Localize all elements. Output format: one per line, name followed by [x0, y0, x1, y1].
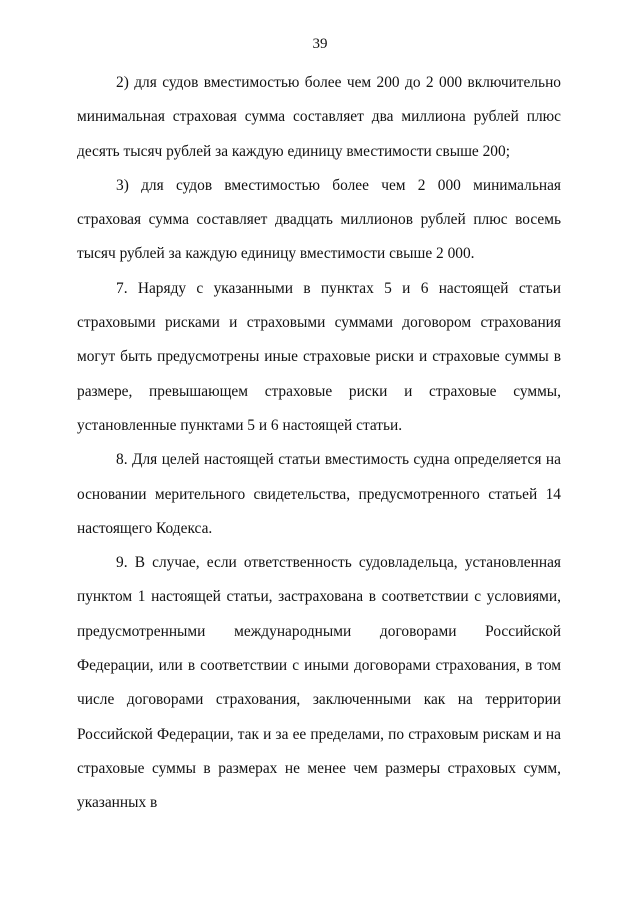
page-number: 39	[312, 36, 328, 52]
paragraph-point-8: 8. Для целей настоящей статьи вместимость судна определяется на основании мерительного свидетельства, предусмотренного статьей 14 настоящего Кодекса.	[77, 451, 561, 537]
paragraph-point-7: 7. Наряду с указанными в пунктах 5 и 6 настоящей статьи страховыми рисками и страховыми суммами договором страхования могут быть предусмотрены иные страховые риски и страховые суммы в размере, превышающем страховые риски и страховые суммы, установленные пунктами 5 и 6 настоящей статьи.	[77, 279, 561, 434]
document-body	[77, 66, 561, 821]
paragraph-item-2: 2) для судов вместимостью более чем 200 до 2 000 включительно минимальная страховая сумма составляет два миллиона рублей плюс десять тысяч рублей за каждую единицу вместимости свыше 200;	[77, 74, 561, 160]
paragraph-point-9: 9. В случае, если ответственность судовладельца, установленная пунктом 1 настоящей статьи, застрахована в соответствии с условиями, предусмотренными международными договорами Российской Федерации, или в соответствии с иными договорами страхования, в том числе договорами страхования, заключенными как на территории Российской Федерации, так и за ее пределами, по страховым рискам и на страховые суммы в размерах не менее чем размеры страховых сумм, указанных в	[77, 554, 561, 812]
paragraph-item-3: 3) для судов вместимостью более чем 2 000 минимальная страховая сумма составляет двадцать миллионов рублей плюс восемь тысяч рублей за каждую единицу вместимости свыше 2 000.	[77, 176, 561, 263]
